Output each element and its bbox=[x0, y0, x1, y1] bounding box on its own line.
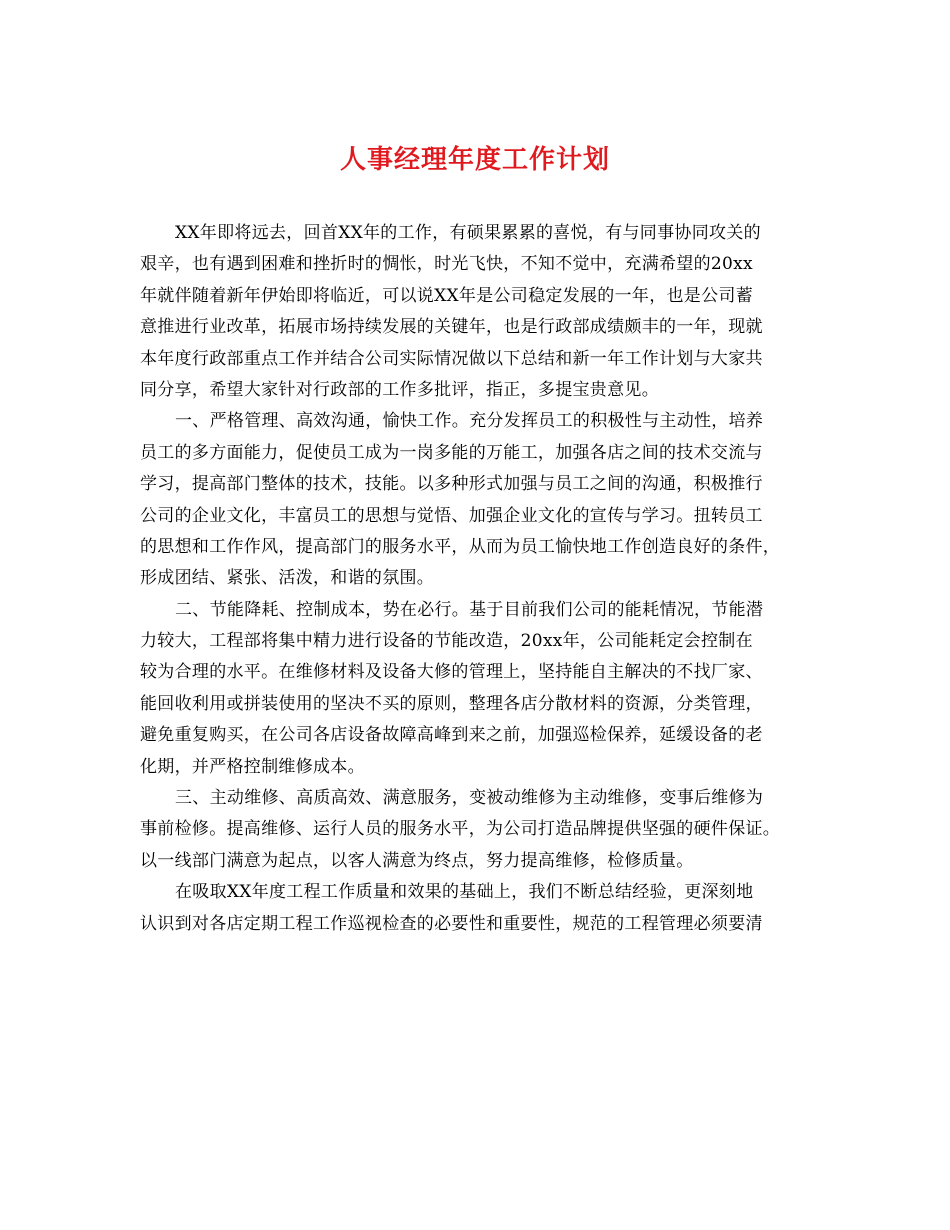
text-line: 同分享，希望大家针对行政部的工作多批评，指正，多提宝贵意见。 bbox=[140, 379, 659, 400]
text-line: 避免重复购买，在公司各店设备故障高峰到来之前，加强巡检保养，延缓设备的老 bbox=[140, 725, 763, 746]
text-line: 三、主动维修、高质高效、满意服务，变被动维修为主动维修，变事后维修为 bbox=[175, 788, 764, 809]
text-line: 年就伴随着新年伊始即将临近，可以说XX年是公司稳定发展的一年，也是公司蓄 bbox=[140, 285, 754, 306]
text-line: 在吸取XX年度工程工作质量和效果的基础上，我们不断总结经验，更深刻地 bbox=[175, 882, 754, 903]
text-line: 力较大，工程部将集中精力进行设备的节能改造，20xx年，公司能耗定会控制在 bbox=[140, 631, 753, 652]
text-line: 本年度行政部重点工作并结合公司实际情况做以下总结和新一年工作计划与大家共 bbox=[140, 348, 763, 369]
text-line: 艰辛，也有遇到困难和挫折时的惆怅，时光飞快，不知不觉中，充满希望的20xx bbox=[140, 254, 753, 275]
text-line: 认识到对各店定期工程工作巡视检查的必要性和重要性，规范的工程管理必须要清 bbox=[140, 913, 763, 934]
document-title: 人事经理年度工作计划 bbox=[339, 145, 610, 175]
text-line: 较为合理的水平。在维修材料及设备大修的管理上，坚持能自主解决的不找厂家、 bbox=[140, 662, 763, 683]
text-line: 形成团结、紧张、活泼，和谐的氛围。 bbox=[140, 568, 435, 589]
text-line: 意推进行业改革，拓展市场持续发展的关键年，也是行政部成绩颇丰的一年，现就 bbox=[140, 317, 763, 338]
text-line: 员工的多方面能力，促使员工成为一岗多能的万能工，加强各店之间的技术交流与 bbox=[140, 442, 763, 463]
text-line: XX年即将远去，回首XX年的工作，有硕果累累的喜悦，有与同事协同攻关的 bbox=[175, 223, 761, 243]
document-body bbox=[140, 218, 820, 940]
text-line: 化期，并严格控制维修成本。 bbox=[140, 756, 365, 777]
text-line: 以一线部门满意为起点，以客人满意为终点，努力提高维修，检修质量。 bbox=[140, 850, 694, 871]
text-line: 能回收利用或拼装使用的坚决不买的原则，整理各店分散材料的资源，分类管理， bbox=[140, 693, 763, 714]
text-line: 公司的企业文化，丰富员工的思想与觉悟、加强企业文化的宣传与学习。扭转员工 bbox=[140, 505, 763, 526]
text-line: 一、严格管理、高效沟通，愉快工作。充分发挥员工的积极性与主动性，培养 bbox=[175, 411, 764, 432]
text-line: 的思想和工作作风，提高部门的服务水平，从而为员工愉快地工作创造良好的条件， bbox=[140, 536, 781, 557]
text-line: 学习，提高部门整体的技术，技能。以多种形式加强与员工之间的沟通，积极推行 bbox=[140, 474, 763, 495]
text-line: 事前检修。提高维修、运行人员的服务水平，为公司打造品牌提供坚强的硬件保证。 bbox=[140, 819, 781, 840]
text-line: 二、节能降耗、控制成本，势在必行。基于目前我们公司的能耗情况，节能潜 bbox=[175, 599, 764, 620]
